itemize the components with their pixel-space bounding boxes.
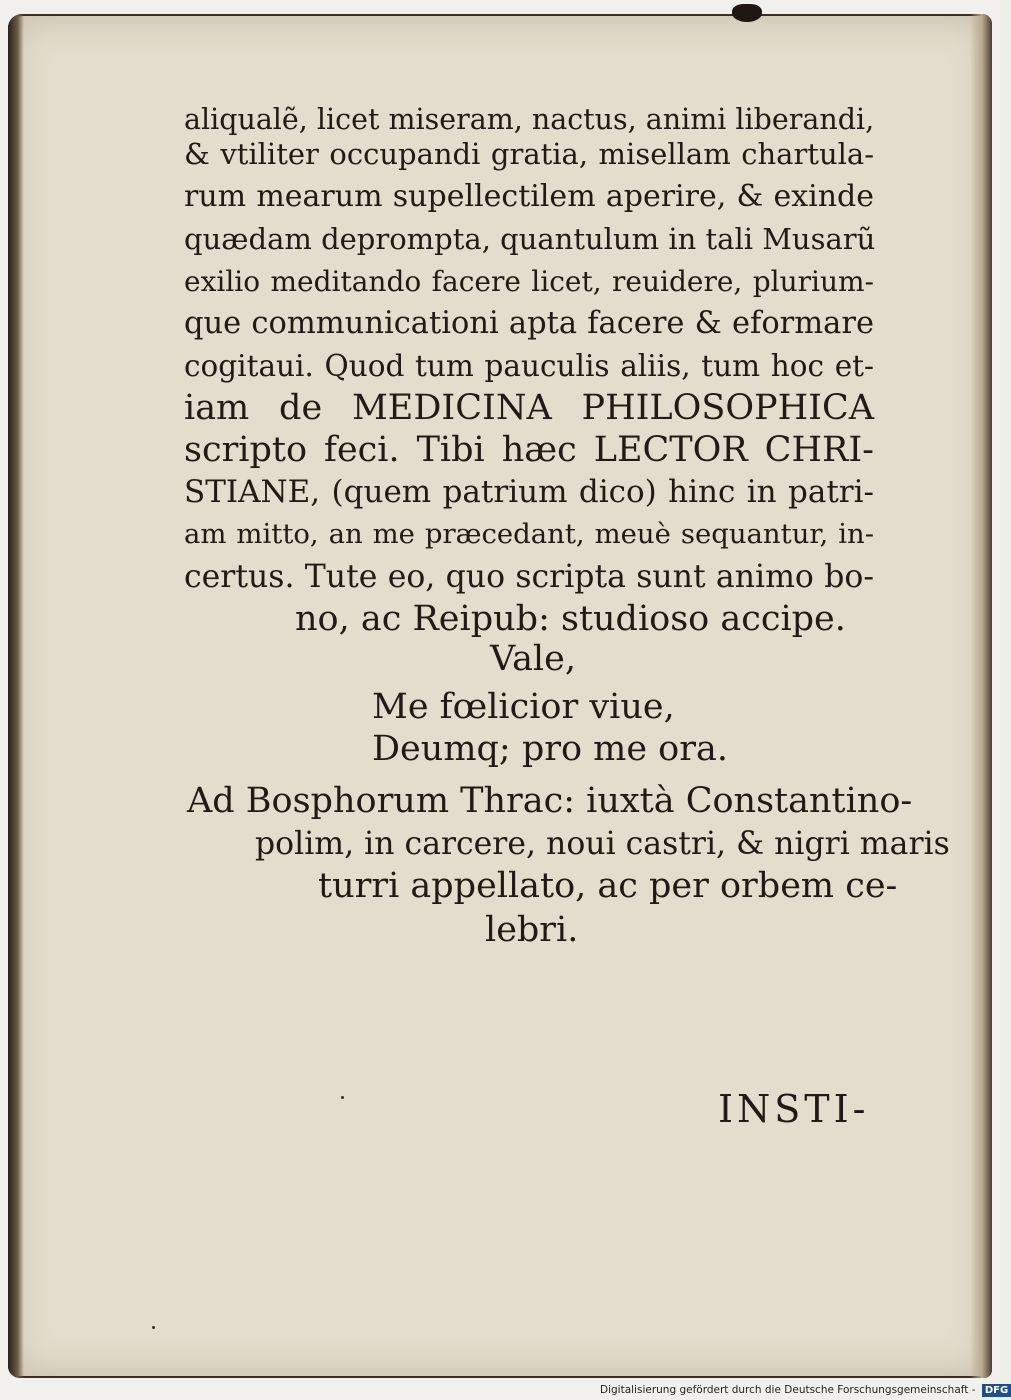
text-line: no, ac Reipub: studioso accipe. xyxy=(295,599,846,639)
text-line: & vtiliter occupandi gratia, misellam chartula- xyxy=(184,137,874,171)
text-line: quædam deprompta, quantulum in tali Musarũ xyxy=(184,222,876,256)
text-line: scripto feci. Tibi hæc LECTOR CHRI- xyxy=(184,430,874,470)
credit-text: Digitalisierung gefördert durch die Deutsche Forschungsgemeinschaft - xyxy=(600,1384,976,1396)
text-line: am mitto, an me præcedant, meuè sequantur, in- xyxy=(184,518,874,550)
text-line: exilio meditando facere licet, reuidere, plurium- xyxy=(184,265,874,298)
page-binding-shadow xyxy=(8,14,24,1378)
place-line: turri appellato, ac per orbem ce- xyxy=(318,866,898,906)
text-line: certus. Tute eo, quo scripta sunt animo bo- xyxy=(184,559,874,595)
paper-speck xyxy=(152,1326,155,1329)
text-line: rum mearum supellectilem aperire, & exinde xyxy=(184,179,874,214)
dfg-logo: DFG xyxy=(982,1384,1011,1397)
text-line: aliqualẽ, licet miseram, nactus, animi liberandi, xyxy=(184,103,875,136)
text-line: iam de MEDICINA PHILOSOPHICA xyxy=(184,388,874,428)
closing-line: Deumq; pro me ora. xyxy=(372,729,728,769)
place-line: lebri. xyxy=(485,910,579,950)
ink-blot-mark xyxy=(732,4,762,22)
place-line: Ad Bosphorum Thrac: iuxtà Constantino- xyxy=(187,781,913,821)
paper-speck xyxy=(341,1096,344,1099)
digitization-credit xyxy=(600,1382,1009,1398)
page-edge-shadow xyxy=(970,14,992,1378)
closing-vale: Vale, xyxy=(490,639,576,679)
text-line: STIANE, (quem patrium dico) hinc in patri- xyxy=(184,474,874,510)
text-line: cogitaui. Quod tum pauculis aliis, tum hoc et- xyxy=(184,349,874,383)
catchword: INSTI- xyxy=(718,1087,870,1131)
text-line: que communicationi apta facere & eformare xyxy=(184,306,874,341)
closing-line: Me fœlicior viue, xyxy=(372,687,675,727)
place-line: polim, in carcere, noui castri, & nigri maris xyxy=(255,826,950,862)
